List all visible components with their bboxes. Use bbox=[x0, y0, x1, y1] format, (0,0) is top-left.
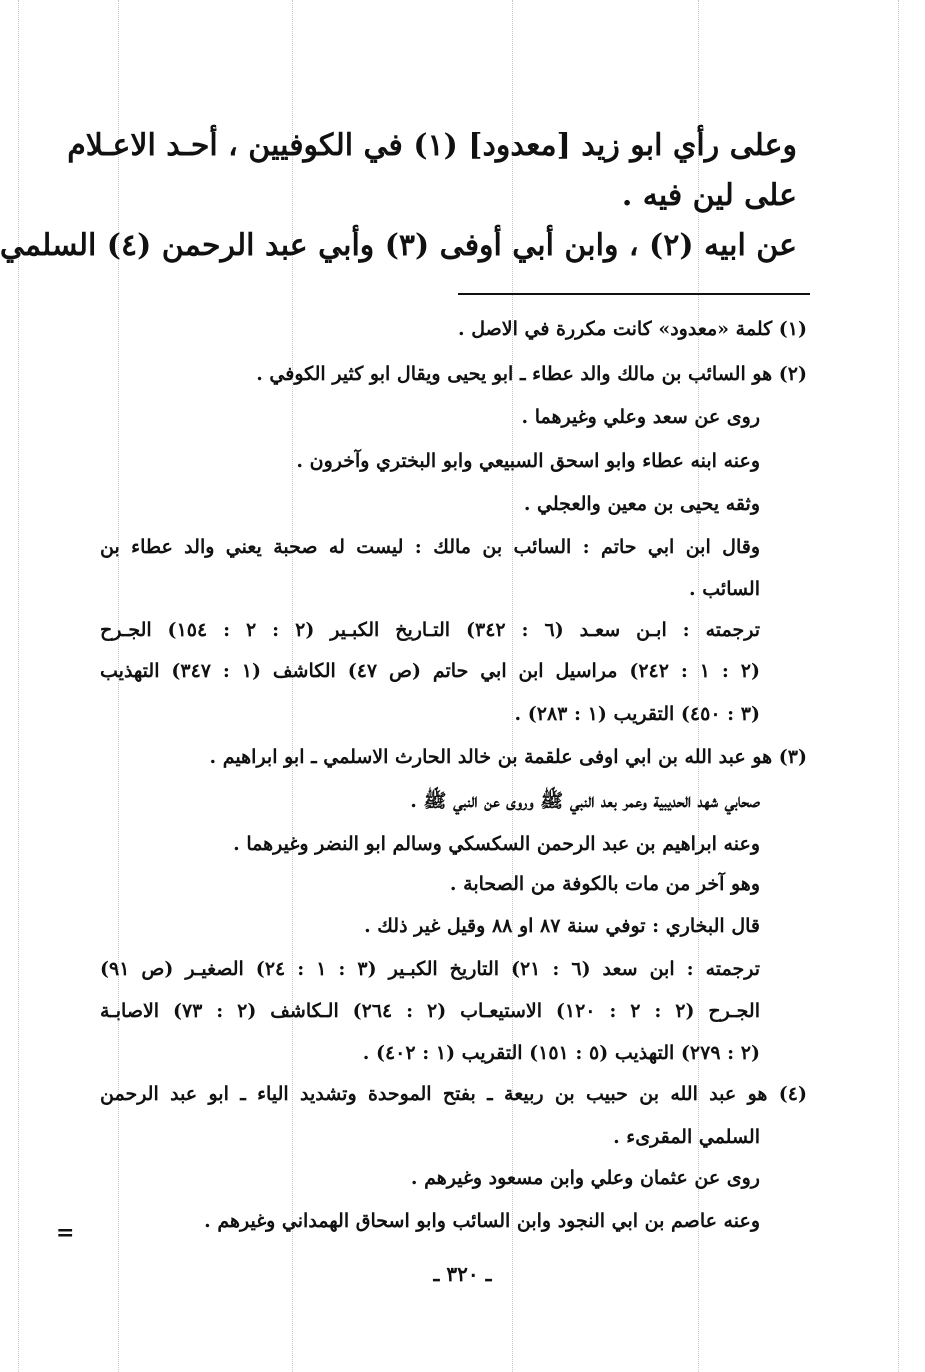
footnote-line: (٤) هو عبد الله بن حبيب بن ربيعة ـ بفتح الموحدة وتشديد الياء ـ ابو عبد الرحمن bbox=[100, 1083, 807, 1105]
footnote-line: (٣) هو عبد الله بن ابي اوفى علقمة بن خالد الحارث الاسلمي ـ ابو ابراهيم . bbox=[209, 746, 807, 768]
scan-guide-line bbox=[118, 0, 119, 1372]
footnote-line: صحابي شهد الحديبية وعمر بعد النبي ﷺ وروى عن النبي ﷺ . bbox=[410, 790, 760, 812]
footnote-line: (١) كلمة «معدود» كانت مكررة في الاصل . bbox=[458, 318, 807, 340]
footnote-line: روى عن سعد وعلي وغيرهما . bbox=[521, 406, 760, 428]
main-text-line: عن ابيه (٢) ، وابن أبي أوفى (٣) وأبي عبد الرحمن (٤) السلمي bbox=[0, 228, 797, 263]
footnote-line: السلمي المقرىء . bbox=[613, 1126, 760, 1148]
footnote-line: وعنه ابراهيم بن عبد الرحمن السكسكي وسالم ابو النضر وغيرهما . bbox=[233, 833, 760, 855]
scan-guide-line bbox=[18, 0, 19, 1372]
footnote-line: وثقه يحيى بن معين والعجلي . bbox=[523, 493, 760, 515]
footnote-line: ترجمته : ابـن سعـد (٦ : ٣٤٢) التـاريخ الكبـير (٢ : ٢ : ١٥٤) الجـرح bbox=[100, 619, 760, 641]
scan-guide-line bbox=[898, 0, 899, 1372]
footnote-line: ترجمته : ابن سعد (٦ : ٢١) التاريخ الكبـير (٣ : ١ : ٢٤) الصغيـر (ص ٩١) bbox=[100, 958, 761, 980]
footnote-line: روى عن عثمان وعلي وابن مسعود وغيرهم . bbox=[410, 1167, 760, 1189]
main-text-line: على لين فيه . bbox=[621, 178, 797, 213]
page-number: ـ ٣٢٠ ـ bbox=[433, 1262, 492, 1286]
footnote-line: قال البخاري : توفي سنة ٨٧ او ٨٨ وقيل غير ذلك . bbox=[364, 915, 760, 937]
footnote-separator bbox=[458, 293, 810, 295]
margin-mark: = bbox=[56, 1220, 75, 1246]
footnote-line: (٣ : ٤٥٠) التقريب (١ : ٢٨٣) . bbox=[514, 703, 760, 725]
scan-guide-line bbox=[292, 0, 293, 1372]
footnote-line: (٢) هو السائب بن مالك والد عطاء ـ ابو يحيى ويقال ابو كثير الكوفي . bbox=[256, 363, 807, 385]
footnote-line: (٢ : ٢٧٩) التهذيب (٥ : ١٥١) التقريب (١ : ٤٠٢) . bbox=[362, 1042, 760, 1064]
footnote-line: الجـرح (٢ : ٢ : ١٢٠) الاستيعـاب (٢ : ٢٦٤) الـكاشف (٢ : ٧٣) الاصابـة bbox=[100, 1000, 760, 1022]
footnote-line: وهو آخر من مات بالكوفة من الصحابة . bbox=[449, 873, 760, 895]
footnote-line: وعنه ابنه عطاء وابو اسحق السبيعي وابو البختري وآخرون . bbox=[296, 450, 760, 472]
footnote-line: (٢ : ١ : ٢٤٢) مراسيل ابن ابي حاتم (ص ٤٧) الكاشف (١ : ٣٤٧) التهذيب bbox=[100, 660, 760, 682]
footnote-line: وعنه عاصم بن ابي النجود وابن السائب وابو اسحاق الهمداني وغيرهم . bbox=[204, 1210, 760, 1232]
footnote-line: السائب . bbox=[689, 578, 760, 600]
main-text-line: وعلى رأي ابو زيد [معدود] (١) في الكوفيين ، أحـد الاعـلام bbox=[67, 128, 797, 163]
footnote-line: وقال ابن ابي حاتم : السائب بن مالك : ليست له صحبة يعني والد عطاء بن bbox=[100, 536, 760, 558]
